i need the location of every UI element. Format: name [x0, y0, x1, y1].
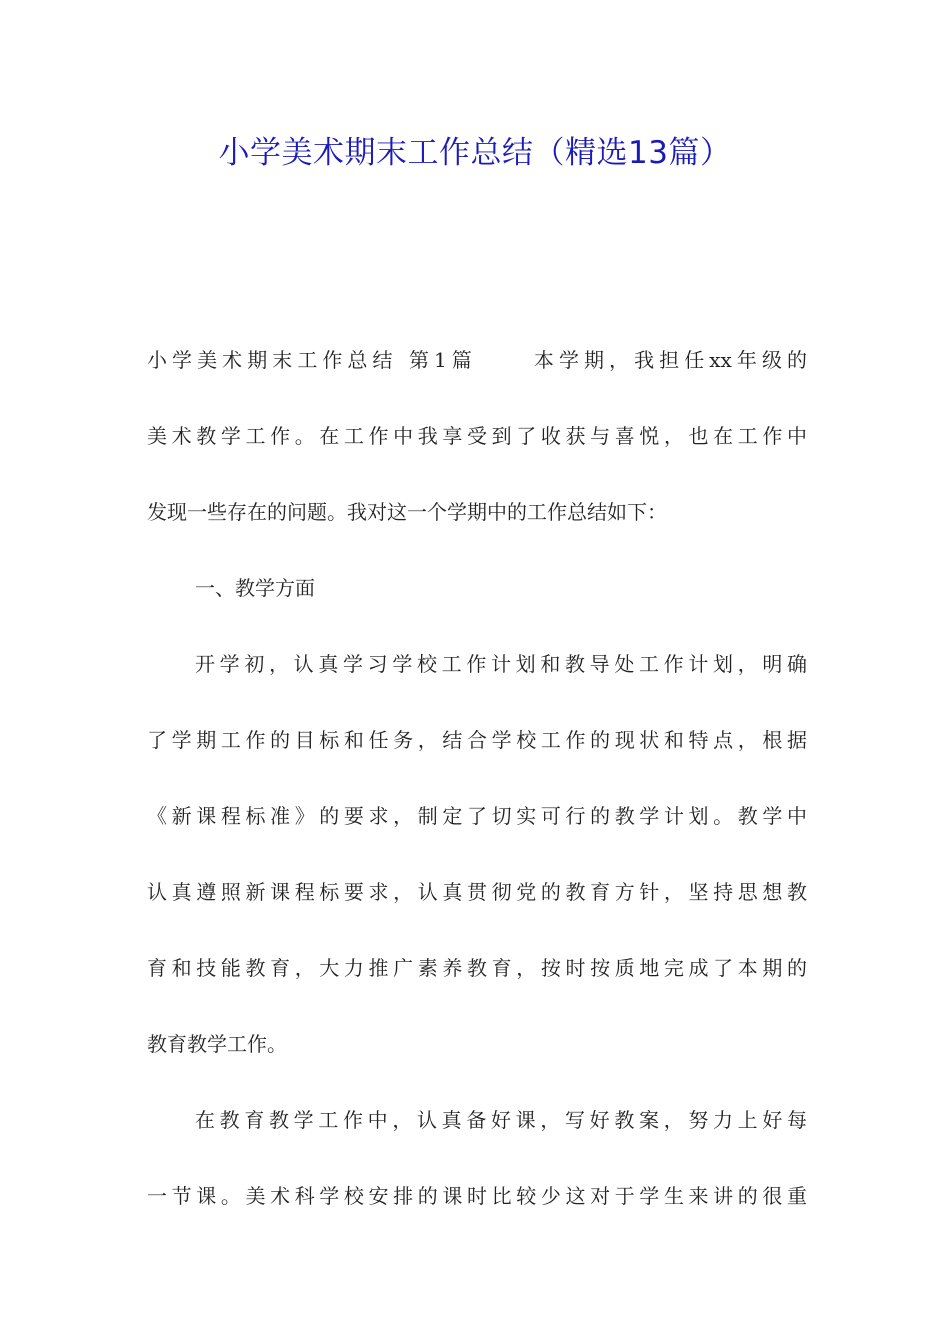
paragraph-line: 育和技能教育，大力推广素养教育，按时按质地完成了本期的 — [147, 956, 807, 980]
paragraph-line: 教育教学工作。 — [147, 1032, 287, 1056]
paragraph-line: 美术教学工作。在工作中我享受到了收获与喜悦，也在工作中 — [147, 424, 807, 448]
document-title: 小学美术期末工作总结（精选13篇） — [218, 135, 732, 171]
paragraph-line: 认真遵照新课程标要求，认真贯彻党的教育方针，坚持思想教 — [147, 880, 807, 904]
opening-text: 本学期，我担任xx年级的 — [528, 348, 807, 372]
part-title: 小学美术期末工作总结 第1篇 — [147, 348, 477, 372]
paragraph-line: 开学初，认真学习学校工作计划和教导处工作计划，明确 — [195, 652, 807, 676]
document-body — [147, 333, 807, 1245]
paragraph-line: 一节课。美术科学校安排的课时比较少这对于学生来讲的很重 — [147, 1184, 807, 1208]
paragraph-line: 发现一些存在的问题。我对这一个学期中的工作总结如下： — [147, 500, 667, 524]
paragraph-line: 在教育教学工作中，认真备好课，写好教案，努力上好每 — [195, 1108, 807, 1132]
paragraph-line: 了学期工作的目标和任务，结合学校工作的现状和特点，根据 — [147, 728, 807, 752]
section-heading: 一、教学方面 — [195, 576, 315, 600]
paragraph-line — [147, 333, 807, 387]
paragraph-line: 《新课程标准》的要求，制定了切实可行的教学计划。教学中 — [147, 804, 807, 828]
